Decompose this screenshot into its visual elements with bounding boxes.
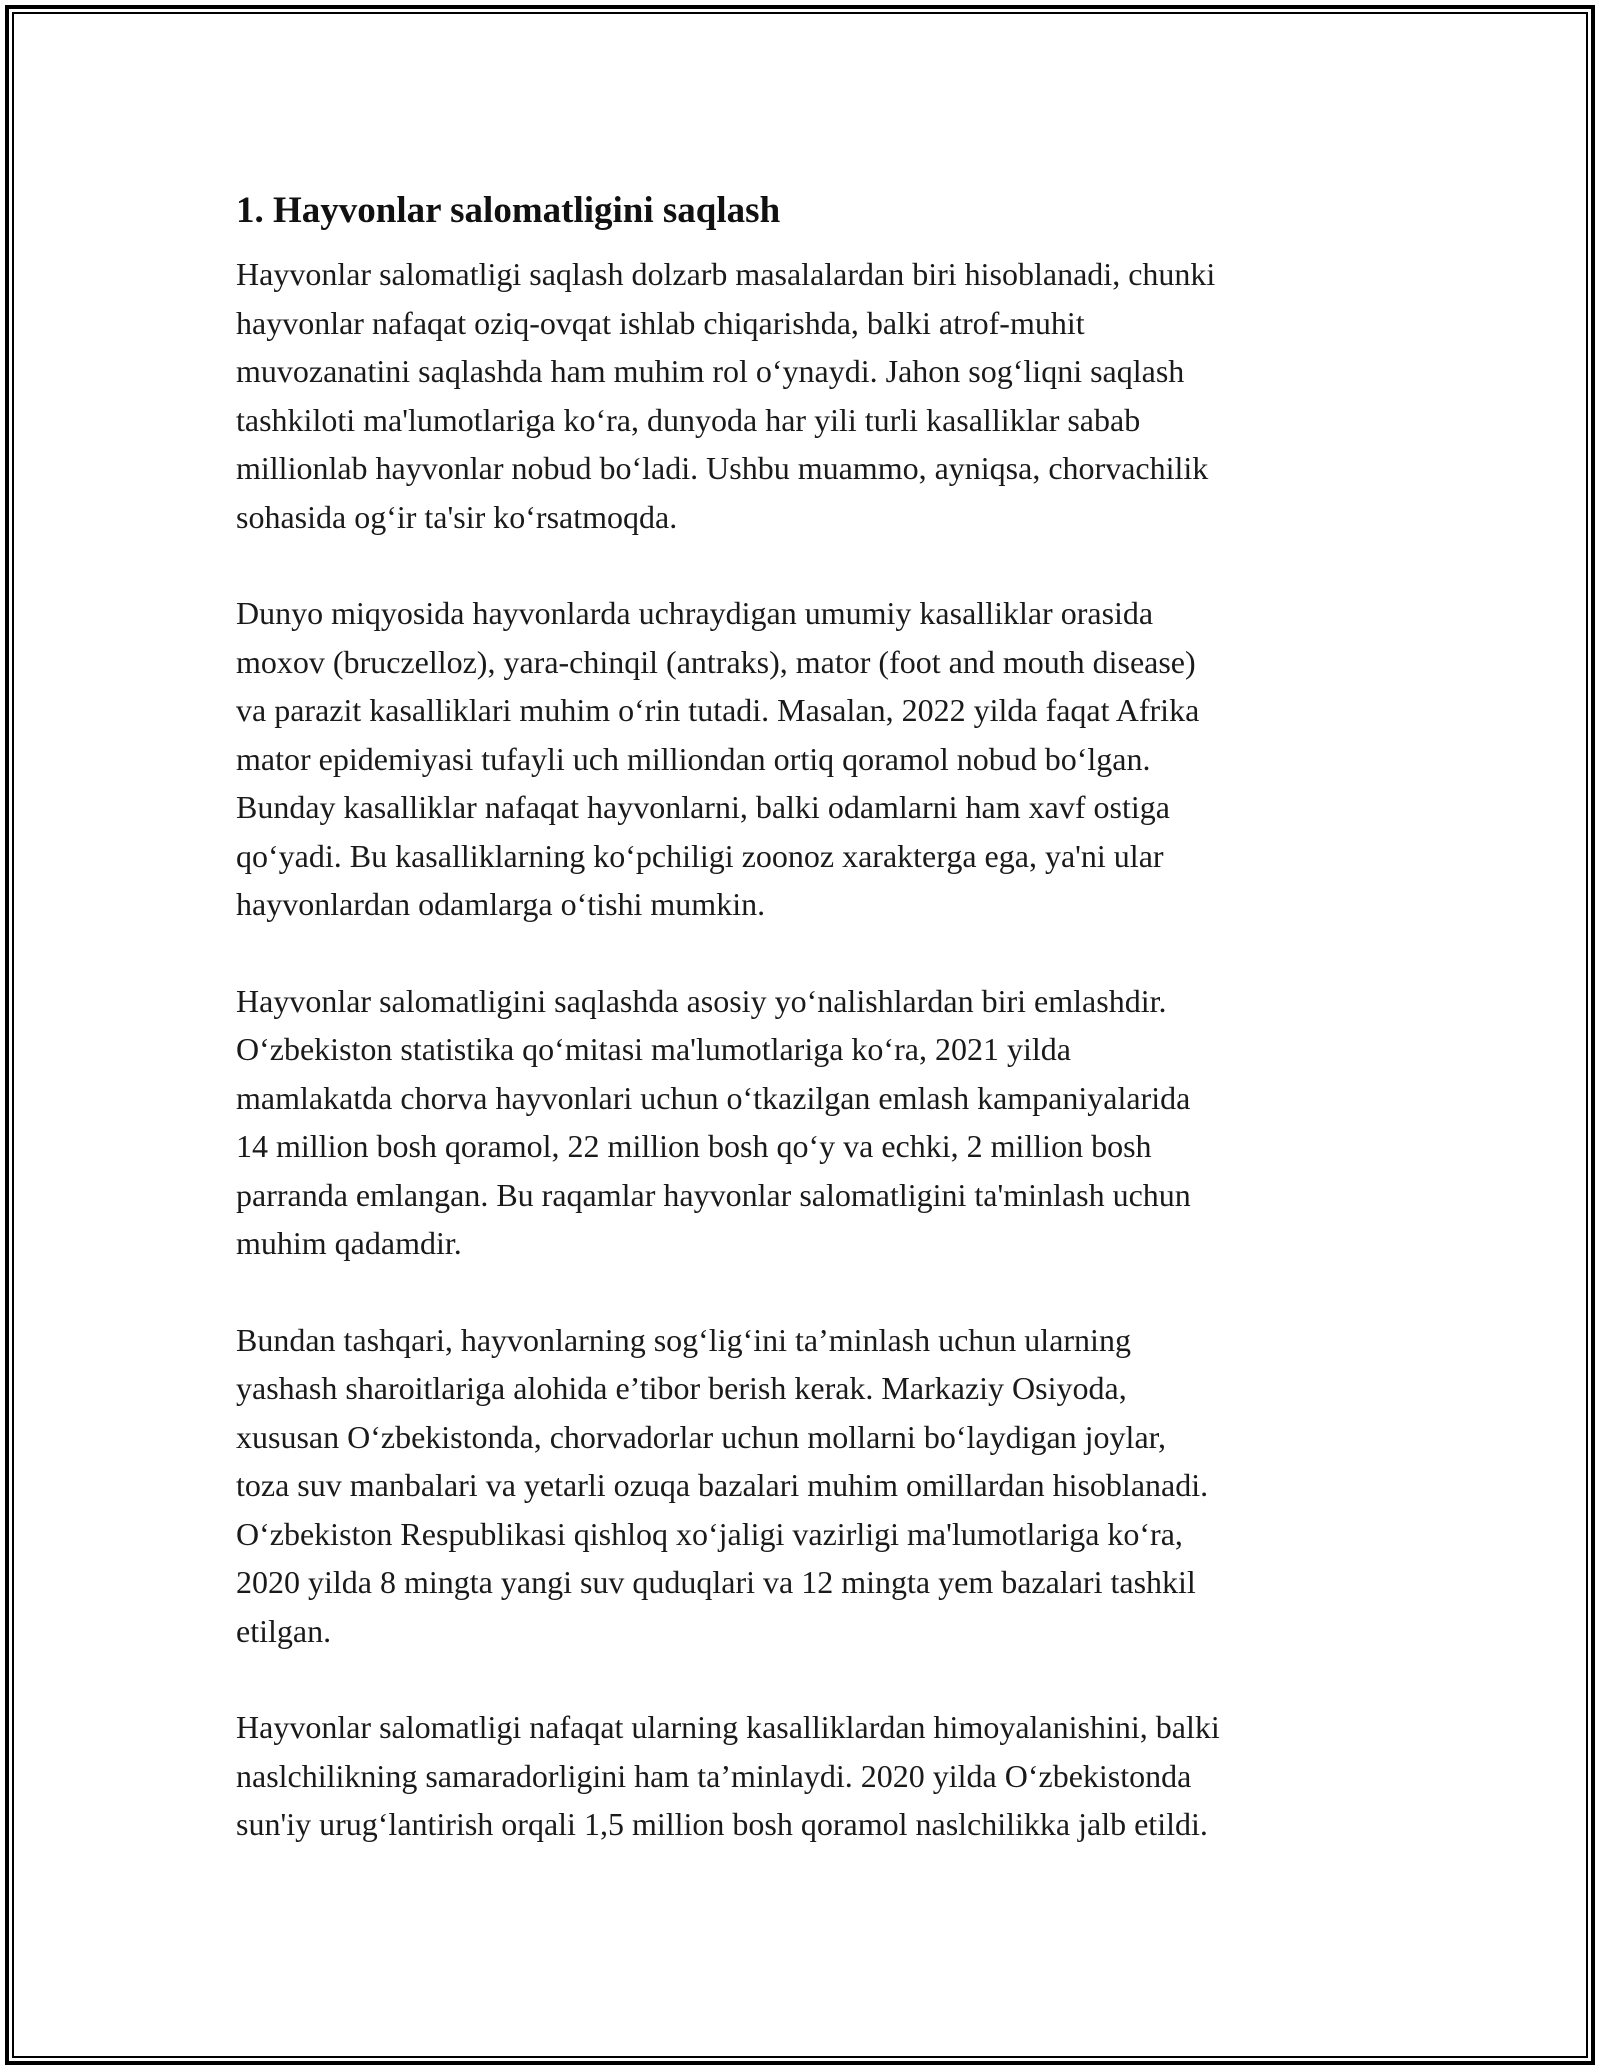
paragraph-line: Dunyo miqyosida hayvonlarda uchraydigan umumiy kasalliklar orasida: [236, 595, 1154, 631]
paragraph: [236, 250, 1386, 541]
paragraph-line: 2020 yilda 8 mingta yangi suv quduqlari va 12 mingta yem bazalari tashkil: [236, 1564, 1196, 1600]
paragraph-line: mator epidemiyasi tufayli uch milliondan ortiq qoramol nobud bo‘lgan.: [236, 740, 1151, 777]
paragraph-line: etilgan.: [236, 1612, 332, 1649]
paragraph-line: va parazit kasalliklari muhim o‘rin tutadi. Masalan, 2022 yilda faqat Afrika: [236, 692, 1200, 728]
paragraphs-container: [236, 250, 1386, 1849]
paragraph-line: naslchilikning samaradorligini ham ta’minlaydi. 2020 yilda O‘zbekistonda: [236, 1757, 1192, 1794]
paragraph-line: sun'iy urug‘lantirish orqali 1,5 million bosh qoramol naslchilikka jalb etildi.: [236, 1806, 1208, 1842]
paragraph-line: hayvonlar nafaqat oziq-ovqat ishlab chiqarishda, balki atrof-muhit: [236, 304, 1085, 341]
paragraph-line: millionlab hayvonlar nobud bo‘ladi. Ushbu muammo, ayniqsa, chorvachilik: [236, 450, 1209, 486]
section-heading: 1. Hayvonlar salomatligini saqlash: [236, 190, 781, 231]
document-body: [236, 186, 1386, 1897]
paragraph-line: mamlakatda chorva hayvonlari uchun o‘tkazilgan emlash kampaniyalarida: [236, 1079, 1191, 1116]
paragraph-line: hayvonlardan odamlarga o‘tishi mumkin.: [236, 886, 766, 922]
paragraph-line: Hayvonlar salomatligi nafaqat ularning kasalliklardan himoyalanishini, balki: [236, 1709, 1220, 1745]
paragraph-line: qo‘yadi. Bu kasalliklarning ko‘pchiligi zoonoz xarakterga ega, ya'ni ular: [236, 837, 1164, 874]
paragraph-line: sohasida og‘ir ta'sir ko‘rsatmoqda.: [236, 498, 678, 535]
paragraph-line: O‘zbekiston Respublikasi qishloq xo‘jaligi vazirligi ma'lumotlariga ko‘ra,: [236, 1515, 1183, 1552]
paragraph-line: muvozanatini saqlashda ham muhim rol o‘ynaydi. Jahon sog‘liqni saqlash: [236, 353, 1185, 389]
paragraph-line: Bunday kasalliklar nafaqat hayvonlarni, balki odamlarni ham xavf ostiga: [236, 789, 1170, 825]
paragraph-line: Hayvonlar salomatligini saqlashda asosiy yo‘nalishlardan biri emlashdir.: [236, 982, 1167, 1019]
paragraph-line: Bundan tashqari, hayvonlarning sog‘lig‘ini ta’minlash uchun ularning: [236, 1321, 1131, 1358]
paragraph: [236, 1703, 1386, 1849]
paragraph-line: 14 million bosh qoramol, 22 million bosh qo‘y va echki, 2 million bosh: [236, 1128, 1152, 1164]
paragraph-line: parranda emlangan. Bu raqamlar hayvonlar salomatligini ta'minlash uchun: [236, 1176, 1191, 1213]
paragraph-line: O‘zbekiston statistika qo‘mitasi ma'lumotlariga ko‘ra, 2021 yilda: [236, 1031, 1071, 1067]
paragraph-line: moxov (bruczelloz), yara-chinqil (antraks), mator (foot and mouth disease): [236, 643, 1196, 680]
paragraph-line: Hayvonlar salomatligi saqlash dolzarb masalalardan biri hisoblanadi, chunki: [236, 256, 1216, 292]
paragraph-line: xususan O‘zbekistonda, chorvadorlar uchun mollarni bo‘laydigan joylar,: [236, 1418, 1167, 1455]
paragraph-line: toza suv manbalari va yetarli ozuqa bazalari muhim omillardan hisoblanadi.: [236, 1467, 1209, 1503]
paragraph-line: tashkiloti ma'lumotlariga ko‘ra, dunyoda har yili turli kasalliklar sabab: [236, 401, 1141, 438]
paragraph: [236, 589, 1386, 929]
paragraph: [236, 977, 1386, 1268]
paragraph-line: muhim qadamdir.: [236, 1225, 462, 1261]
paragraph-line: yashash sharoitlariga alohida e’tibor berish kerak. Markaziy Osiyoda,: [236, 1370, 1127, 1406]
paragraph: [236, 1316, 1386, 1656]
